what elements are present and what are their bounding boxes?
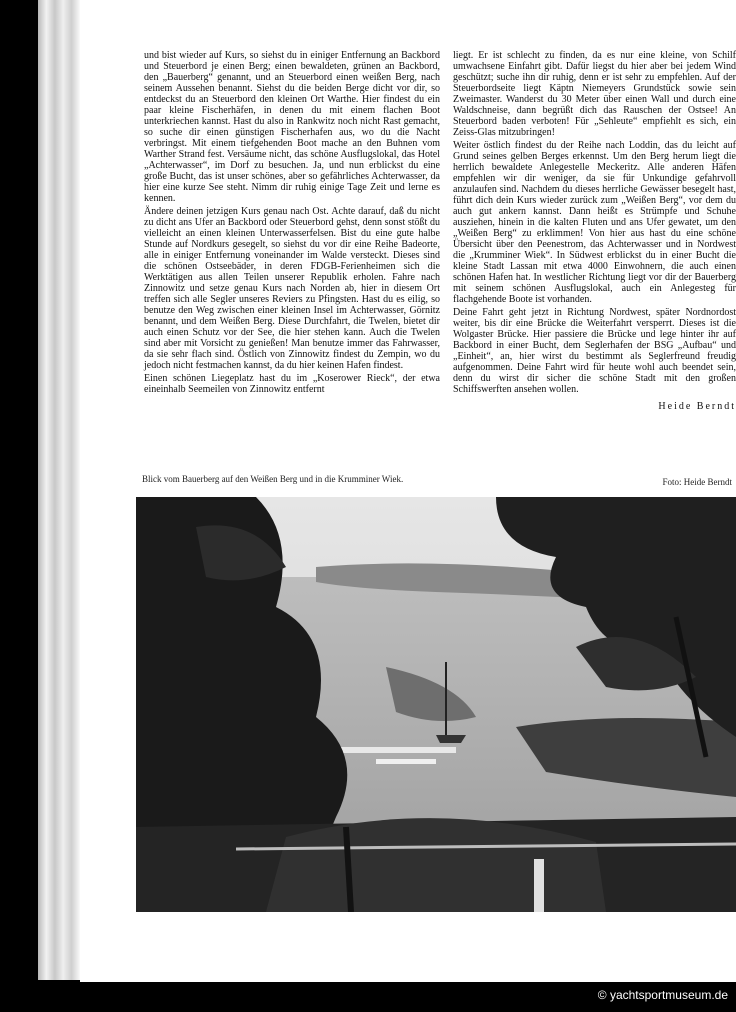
- left-paragraph-1: und bist wieder auf Kurs, so siehst du in einiger Entfernung an Backbord und Steuerbord je einen Berg; einen bewaldeten, grünen an Backbord, den „Bauerberg“ genannt, und an Steuerbord einen weißen Berg, nach seinem Aussehen benannt. Siehst du die beiden Berge dicht vor dir, so entdeckst du an Steuerbord den kleinen Ort Warthe. Hier findest du ein paar kleine Fischerhäfen, in denen du mit einem flachen Boot unterkriechen kannst. Hast du also in Rankwitz noch nicht Rast gemacht, so suche dir einen günstigen Fischerhafen aus, wo du die Nacht verbringst. Mit einem tiefgehenden Boot mache an den Buhnen vom Warther Strand fest. Versäume nicht, das schöne Ausflugslokal, das Hotel „Achterwasser“, im Dorf zu besuchen. Ja, und nun erblickst du eine große Bucht, das ist unser schönes, aber so gefährliches Achterwasser, da hier eine kurze See steht. Nimm dir ruhig einige Tage Zeit und lerne es kennen.: [144, 50, 440, 204]
- landscape-photo: [136, 497, 736, 912]
- lake-view-image: [136, 497, 736, 912]
- photo-caption: Blick vom Bauerberg auf den Weißen Berg und in die Krumminer Wiek.: [142, 474, 404, 484]
- text-column-right: [453, 50, 736, 412]
- watermark-text: © yachtsportmuseum.de: [597, 988, 728, 1002]
- magazine-page: [80, 0, 736, 982]
- text-column-left: [144, 50, 440, 397]
- left-paragraph-3: Einen schönen Liegeplatz hast du im „Koserower Rieck“, der etwa eineinhalb Seemeilen von Zinnowitz entfernt: [144, 373, 440, 395]
- right-paragraph-2: Weiter östlich findest du der Reihe nach Loddin, das du leicht auf Grund seines gelben Berges erkennst. Um den Berg herum liegt die herrlich bewaldete Anlegestelle Meckeritz. Alle anderen Häfen empfehlen wir dir weniger, da sie für Unkundige gefahrvoll anzulaufen sind. Nachdem du dieses herrliche Gewässer besegelt hast, führt dich dein Kurs wieder zurück zum „Weißen Berg“, vor dem du auch gut ankern kannst. Dann heißt es Strümpfe und Schuhe ausziehen, hinein in die kalten Fluten und ans Ufer gewatet, um den „Weißen Berg“ zu erklimmen! Von hier aus hast du eine schöne Übersicht über den Peenestrom, das Achterwasser und in Nordwest die „Krumminer Wiek“. In Südwest erblickst du in einer Bucht die kleine Stadt Lassan mit etwa 4000 Einwohnern, die auch einen schönen Hafen hat. In westlicher Richtung liegt vor dir der Bauerberg mit seinem schönen Ausflugslokal, auch ein Anlegesteg für flachgehende Boote ist vorhanden.: [453, 140, 736, 305]
- right-paragraph-1: liegt. Er ist schlecht zu finden, da es nur eine kleine, von Schilf umwachsene Einfahrt gibt. Dafür liegst du hier aber bei jedem Wind geschützt; suche ihn dir ruhig, denn er ist sehr zu empfehlen. Auf der Steuerbordseite liegt Käptn Niemeyers Grundstück sowie sein Zweimaster. Wanderst du 30 Meter über einen Wall und durch eine Waldschneise, dann begrüßt dich das Rauschen der Ostsee! An Steuerbord baden verboten! Für „Sehleute“ empfiehlt es sich, ein Zeiss-Glas mitzubringen!: [453, 50, 736, 138]
- left-paragraph-2: Ändere deinen jetzigen Kurs genau nach Ost. Achte darauf, daß du nicht zu dicht ans Ufer an Backbord oder Steuerbord gehst, denn sonst stößt du vielleicht an einen kleinen Unterwasserfelsen. Bist du eine gute halbe Stunde auf Nordkurs gesegelt, so siehst du vor dir eine Reihe Badeorte, alle in einiger Entfernung voneinander im Walde versteckt. Dieses sind die schönen Ostseebäder, in deren FDGB-Ferienheimen sich die Werktätigen aus allen Teilen unserer Republik erholen. Fahre nach Zinnowitz und setze genau Kurs nach Norden ab, hier in diesem Ort treffen sich alle Segler unseres Reviers zu Pfingsten. Hast du es eilig, so benutze den Weg zwischen einer kleinen Insel im Achterwasser, Görnitz benannt, und dem Weißen Berg. Diese Durchfahrt, die Twelen, bietet dir auch einen Schutz vor der See, die hier stehen kann. Auch die Twelen sind aber mit Vorsicht zu genießen! Man benutze immer das Fahrwasser, da sie sehr flach sind. Östlich von Zinnowitz findest du Zempin, wo du jedoch nicht festmachen kannst, da du hier keinen Hafen findest.: [144, 206, 440, 371]
- photo-credit: Foto: Heide Berndt: [662, 477, 732, 487]
- book-spine: [38, 0, 80, 980]
- author-signature: Heide Berndt: [658, 401, 736, 412]
- right-paragraph-3: Deine Fahrt geht jetzt in Richtung Nordwest, später Nordnordost weiter, bis dir eine Brücke die Weiterfahrt versperrt. Dieses ist die Wolgaster Brücke. Hier passiere die Brücke und lege hinter ihr auf Backbord in einer Bucht, dem Seglerhafen der BSG „Aufbau“ und „Einheit“, an, hier wirst du bestimmt als Seglerfreund freudig aufgenommen. Deine Fahrt wird für heute wohl auch beendet sein, denn du wirst dir sicher die schöne Stadt mit den großen Schiffswerften ansehen wollen.: [453, 307, 736, 395]
